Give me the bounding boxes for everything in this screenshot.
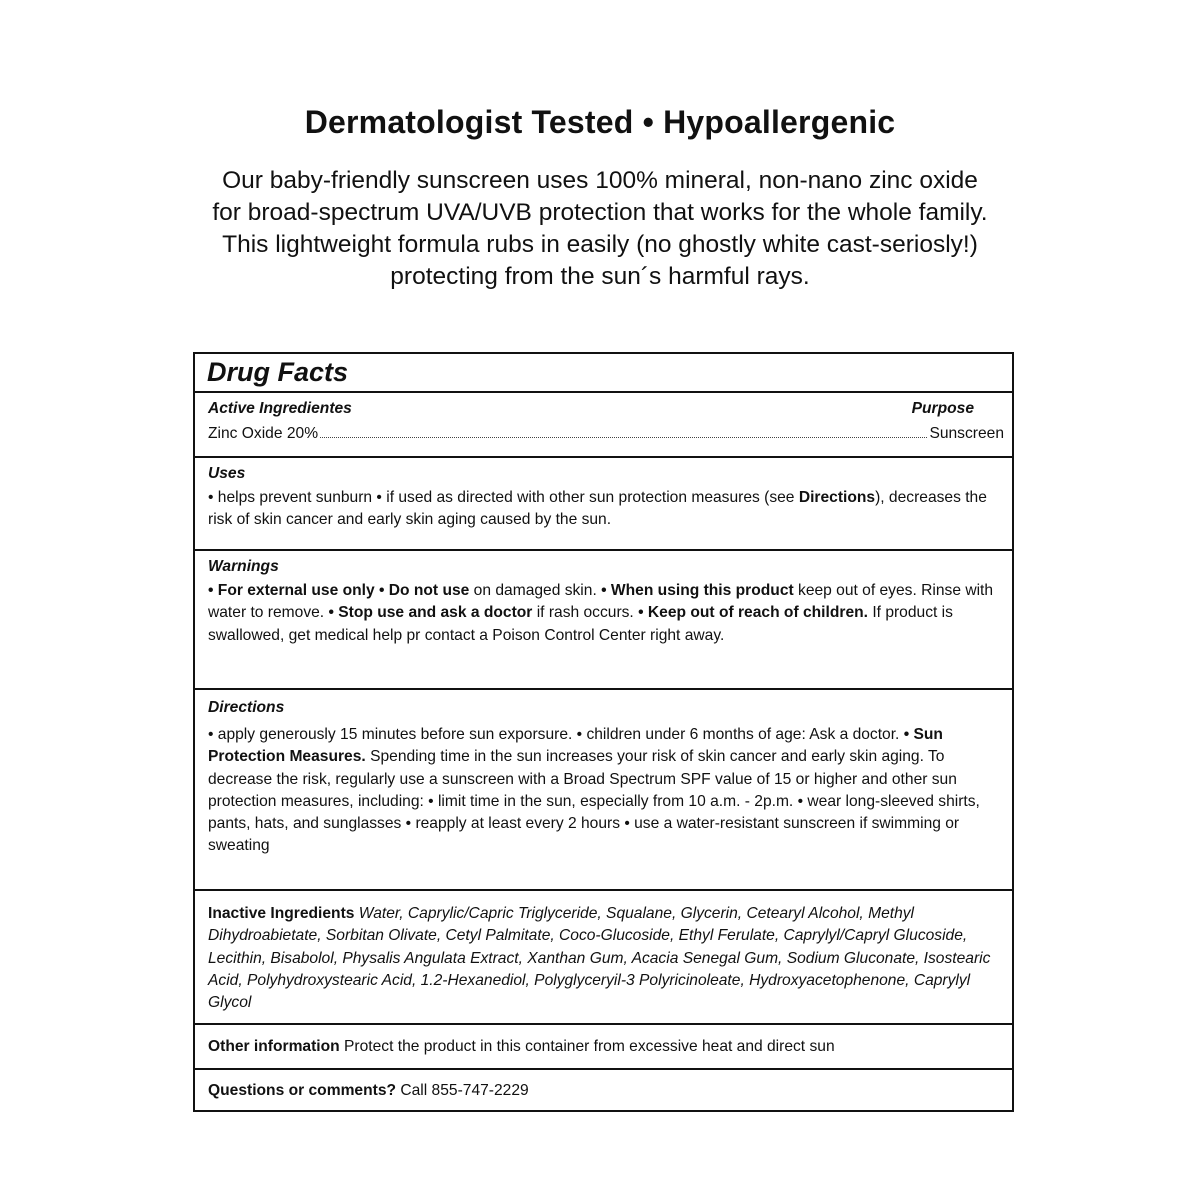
warnings-text xyxy=(208,580,1004,647)
uses-section xyxy=(195,456,1012,549)
text-segment: Questions or comments? xyxy=(208,1082,397,1099)
text-segment: Water, Caprylic/Capric Triglyceride, Squalane, Glycerin, Cetearyl Alcohol, Methyl Dihydroabietate, Sorbitan Olivate, Cetyl Palmitate, Coco-Glucoside, Ethyl Ferulate, Caprylyl/Capryl Glucoside, Lecithin, Bisabolol, Physalis Angulata Extract, Xanthan Gum, Acacia Senegal Gum, Sodium Gluconate, Isostearic Acid, Polyhydroxystearic Acid, 1.2-Hexanediol, Polyglyceryil-3 Polyricinoleate, Hydroxyacetophenone, Caprylyl Glycol xyxy=(208,905,991,1012)
text-segment: Spending time in the sun increases your risk of skin cancer and early skin aging. To decrease the risk, regularly use a sunscreen with a Broad Spectrum SPF value of 15 or higher and other sun protection measures, including: • limit time in the sun, especially from 10 a.m. - 2p.m. • wear long-sleeved shirts, pants, hats, and sunglasses • reapply at least every 2 hours • use a water-resistant sunscreen if swimming or sweating xyxy=(208,748,980,855)
uses-heading: Uses xyxy=(208,465,246,482)
questions-section xyxy=(195,1068,1012,1110)
inactive-ingredients-section xyxy=(195,889,1012,1023)
directions-section xyxy=(195,688,1012,889)
text-segment: Call 855-747-2229 xyxy=(396,1082,529,1099)
purpose-value: Sunscreen xyxy=(929,425,1004,442)
product-description: Our baby-friendly sunscreen uses 100% mineral, non-nano zinc oxide for broad-spectrum UVA/UVB protection that works for the whole family. This lightweight formula rubs in easily (no ghostly white cast-seriosly!) protecting from the sun´s harmful rays. xyxy=(212,167,988,290)
text-segment: Inactive Ingredients xyxy=(208,905,359,922)
text-segment: ), decreases the risk of skin cancer and early skin aging caused by the sun. xyxy=(208,489,987,529)
text-segment: Other information xyxy=(208,1038,340,1055)
page-title: Dermatologist Tested • Hypoallergenic xyxy=(304,104,896,140)
purpose-heading: Purpose xyxy=(911,400,974,417)
text-segment: if rash occurs. xyxy=(532,604,639,622)
active-ingredients-section xyxy=(195,391,1012,456)
text-segment: Directions xyxy=(798,489,876,506)
drug-facts-heading: Drug Facts xyxy=(207,357,349,387)
active-ingredient: Zinc Oxide 20% xyxy=(208,425,319,442)
text-segment: • For external use only • Do not use xyxy=(208,582,470,599)
text-segment: • apply generously 15 minutes before sun exporsure. • children under 6 months of age: Ask a doctor. xyxy=(208,726,904,743)
active-ingredients-heading: Active Ingredientes xyxy=(208,400,352,417)
other-information-section xyxy=(195,1023,1012,1068)
directions-heading: Directions xyxy=(208,699,285,716)
text-segment: • When using this product xyxy=(601,582,794,599)
text-segment: on damaged skin. xyxy=(469,582,602,599)
text-segment: If product is swallowed, get medical help pr contact a Poison Control Center right away. xyxy=(208,604,953,644)
text-segment: • Sun Protection Measures. xyxy=(208,726,943,766)
text-segment: • Stop use and ask a doctor xyxy=(328,604,533,622)
drug-facts-panel xyxy=(193,352,1014,1112)
uses-text xyxy=(208,487,1004,532)
other-information-text xyxy=(208,1036,1004,1058)
text-segment: Protect the product in this container from excessive heat and direct sun xyxy=(339,1038,835,1055)
text-segment: • Keep out of reach of children. xyxy=(638,604,868,622)
warnings-heading: Warnings xyxy=(208,558,279,575)
text-segment: • helps prevent sunburn • if used as directed with other sun protection measures (see xyxy=(208,489,799,506)
warnings-section xyxy=(195,549,1012,688)
leader-dots xyxy=(320,424,927,438)
inactive-ingredients-text xyxy=(208,903,1004,1014)
text-segment: keep out of eyes. Rinse with water to remove. xyxy=(208,582,994,622)
directions-text xyxy=(208,724,1004,858)
questions-text xyxy=(208,1080,1004,1102)
